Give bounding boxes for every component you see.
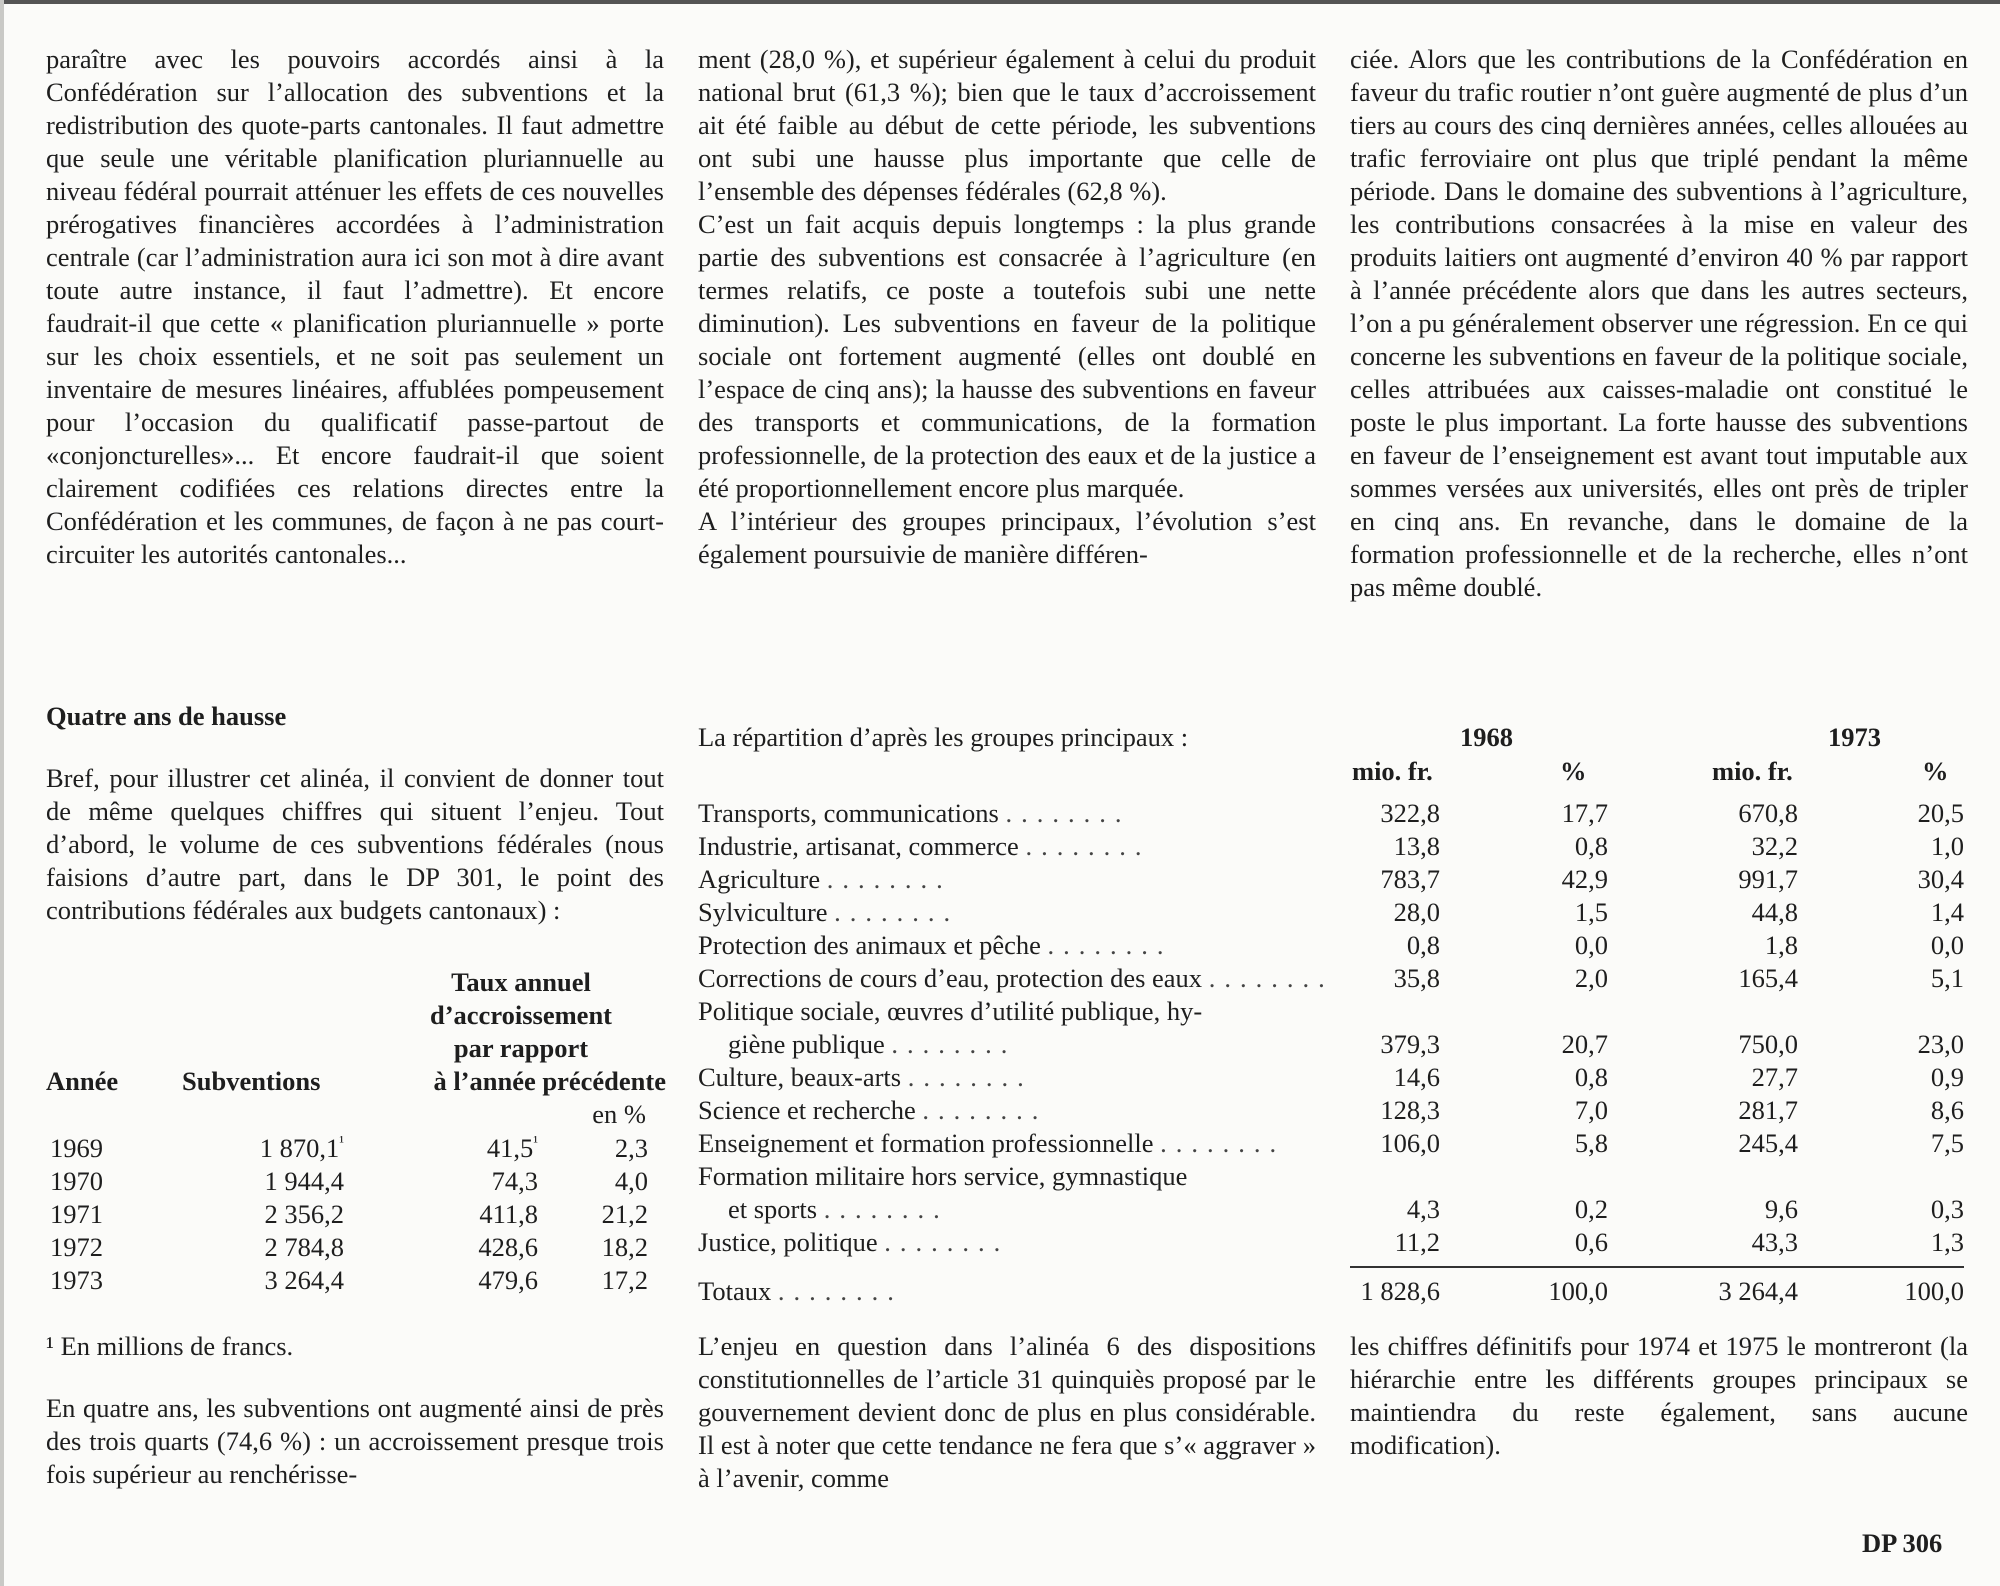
page-number: DP 306 xyxy=(1862,1528,1943,1558)
cell-year: 1972 xyxy=(50,1232,103,1262)
footnote-mark: ¹ xyxy=(46,1331,54,1361)
unit-pct-header: % xyxy=(1560,756,1587,786)
totals-cell: 3 264,4 xyxy=(1718,1276,1798,1306)
table-cell: 28,0 xyxy=(1393,897,1440,927)
column-1-top xyxy=(46,43,664,571)
table-cell: 783,7 xyxy=(1380,864,1440,894)
table-cell: 750,0 xyxy=(1738,1029,1798,1059)
leader-dots: ........ xyxy=(1005,798,1131,828)
table-row-label: Corrections de cours d’eau, protection des eaux ........ xyxy=(698,963,1334,993)
top-border xyxy=(0,0,2000,4)
header-year: Année xyxy=(46,1066,119,1096)
table-row-label: Agriculture ........ xyxy=(698,864,952,894)
paragraph: L’enjeu en question dans l’alinéa 6 des dispositions constitutionnelles de l’article 31 quinquiès proposé par le gouvernement devient donc de plus en plus considérable. Il est à noter que cette tendance ne fera que s’« aggraver » à l’avenir, comme xyxy=(698,1331,1316,1493)
table-row-label: Culture, beaux-arts ........ xyxy=(698,1062,1033,1092)
table-cell: 27,7 xyxy=(1751,1062,1798,1092)
cell-year: 1970 xyxy=(50,1166,103,1196)
cell-year: 1973 xyxy=(50,1265,103,1295)
table-cell: 43,3 xyxy=(1751,1227,1798,1257)
table-cell: 1,4 xyxy=(1930,897,1964,927)
cell-subsidies: 2 356,2 xyxy=(264,1199,344,1229)
cell-percent: 4,0 xyxy=(614,1166,648,1196)
table-cell: 7,0 xyxy=(1574,1095,1608,1125)
paragraph: ciée. Alors que les contributions de la Confédération en faveur du trafic routier n’ont guère augmenté de plus d’un tiers au cours des cinq dernières années, celles allouées au trafic ferroviaire ont plus que triplé pendant la même période. Dans le domaine des subventions à l’agriculture, les contributions consacrées à la mise en valeur des produits laitiers ont augmenté d’environ 40 % par rapport à l’année précédente alors que dans les autres secteurs, l’on a pu généralement observer une régression. En ce qui concerne les subventions en faveur de la politique sociale, celles attribuées aux caisses-maladie ont constitué le poste le plus important. La forte hausse des subventions en faveur de l’enseignement est avant tout imputable aux sommes versées aux universités, elles ont près de tripler en cinq ans. En revanche, dans le domaine de la formation professionnelle et de la recherche, elles n’ont pas même doublé. xyxy=(1350,44,1968,602)
cell-increase: 428,6 xyxy=(478,1232,538,1262)
table-cell: 128,3 xyxy=(1380,1095,1440,1125)
cell-increase: $41,5^{^1}$ xyxy=(486,1133,538,1163)
table-row-label: Formation militaire hors service, gymnastique xyxy=(698,1161,1188,1191)
left-page-edge xyxy=(0,0,4,1586)
table-row xyxy=(46,1132,666,1165)
unit-mio-header: mio. fr. xyxy=(1712,756,1793,786)
unit-pct-header: % xyxy=(1922,756,1949,786)
table-cell: 0,8 xyxy=(1574,1062,1608,1092)
table-cell: 670,8 xyxy=(1738,798,1798,828)
cell-year: 1969 xyxy=(50,1133,103,1163)
paragraph: A l’intérieur des groupes principaux, l’évolution s’est également poursuivie de manière différen- xyxy=(698,506,1316,569)
paragraph: les chiffres définitifs pour 1974 et 1975 le montreront (la hiérarchie entre les différents groupes principaux se maintiendra du reste également, sans aucune modification). xyxy=(1350,1331,1968,1460)
cell-increase: 411,8 xyxy=(479,1199,538,1229)
table-cell: 165,4 xyxy=(1738,963,1798,993)
table-cell: 30,4 xyxy=(1917,864,1964,894)
table-cell: 322,8 xyxy=(1380,798,1440,828)
unit-mio-header: mio. fr. xyxy=(1352,756,1433,786)
table-cell: 14,6 xyxy=(1393,1062,1440,1092)
header-rate-line-4: à l’année précédente xyxy=(433,1066,666,1096)
year-1973-header: 1973 xyxy=(1828,722,1881,752)
footnote xyxy=(46,1330,664,1363)
subsidies-table xyxy=(46,966,666,1297)
table-cell: 245,4 xyxy=(1738,1128,1798,1158)
leader-dots: ........ xyxy=(834,897,960,927)
table-cell: 0,9 xyxy=(1930,1062,1964,1092)
table-cell: 8,6 xyxy=(1930,1095,1964,1125)
leader-dots: ........ xyxy=(777,1276,903,1306)
table-row-label: Politique sociale, œuvres d’utilité publique, hy- xyxy=(698,996,1203,1026)
table-cell: 20,7 xyxy=(1561,1029,1608,1059)
paragraph: paraître avec les pouvoirs accordés ainsi à la Confédération sur l’allocation des subventions et la redistribution des quote-parts cantonales. Il faut admettre que seule une véritable planification pluriannuelle au niveau fédéral pourrait atténuer les effets de ces nouvelles prérogatives financières accordées à l’administration centrale (car l’administration aura ici son mot à dire avant toute autre instance, il faut l’admettre). Et encore faudrait-il que cette « planification pluriannuelle » porte sur les choix essentiels, et ne soit pas seulement un inventaire de mesures linéaires, affublées pompeusement pour l’occasion du qualificatif passe-partout de «conjoncturelles»... Et encore faudrait-il que soient clairement codifiées ces relations directes entre la Confédération et les communes, de façon à ne pas court-circuiter les autorités cantonales... xyxy=(46,44,664,569)
table-row-label: Industrie, artisanat, commerce ........ xyxy=(698,831,1151,861)
cell-increase: 479,6 xyxy=(478,1265,538,1295)
totals-cell: 100,0 xyxy=(1548,1276,1608,1306)
header-rate-line-2: d’accroissement xyxy=(429,1000,613,1030)
leader-dots: ........ xyxy=(1208,963,1334,993)
table-cell: 11,2 xyxy=(1394,1227,1440,1257)
table-cell: 0,0 xyxy=(1574,930,1608,960)
totals-label: Totaux ........ xyxy=(698,1276,903,1306)
table-cell: 2,0 xyxy=(1574,963,1608,993)
leader-dots: ........ xyxy=(884,1227,1010,1257)
table-row xyxy=(46,1198,666,1231)
totals-cell: 100,0 xyxy=(1904,1276,1964,1306)
leader-dots: ........ xyxy=(1160,1128,1286,1158)
table-cell: 106,0 xyxy=(1380,1128,1440,1158)
cell-year: 1971 xyxy=(50,1199,103,1229)
table-cell: 7,5 xyxy=(1930,1128,1964,1158)
table-cell: 4,3 xyxy=(1406,1194,1440,1224)
cell-percent: 18,2 xyxy=(601,1232,648,1262)
table-cell: 17,7 xyxy=(1561,798,1608,828)
cell-percent: 17,2 xyxy=(601,1265,648,1295)
table-cell: 379,3 xyxy=(1380,1029,1440,1059)
table-cell: 9,6 xyxy=(1764,1194,1798,1224)
header-rate-line-1: Taux annuel xyxy=(451,967,591,997)
column-1-bottom xyxy=(46,1330,664,1491)
cell-percent: 2,3 xyxy=(614,1133,648,1163)
table-row-label: Protection des animaux et pêche ........ xyxy=(698,930,1173,960)
table-cell: 13,8 xyxy=(1393,831,1440,861)
column-2-bottom xyxy=(698,1330,1316,1495)
column-2-top xyxy=(698,43,1316,571)
table-row-label: Enseignement et formation professionnelle ........ xyxy=(698,1128,1286,1158)
leader-dots: ........ xyxy=(1025,831,1151,861)
subsidies-table-body xyxy=(46,1132,666,1297)
groups-table-caption: La répartition d’après les groupes principaux : xyxy=(698,722,1189,752)
leader-dots: ........ xyxy=(1047,930,1173,960)
column-3-top xyxy=(1350,43,1968,604)
table-cell: 42,9 xyxy=(1561,864,1608,894)
cell-subsidies: 2 784,8 xyxy=(264,1232,344,1262)
table-cell: 1,8 xyxy=(1764,930,1798,960)
table-row-label: Transports, communications ........ xyxy=(698,798,1131,828)
leader-dots: ........ xyxy=(826,864,952,894)
column-1-section xyxy=(46,700,664,927)
cell-subsidies: 1 944,4 xyxy=(264,1166,344,1196)
table-cell: 0,6 xyxy=(1574,1227,1608,1257)
table-cell: 0,8 xyxy=(1406,930,1440,960)
table-cell: 44,8 xyxy=(1751,897,1798,927)
year-1968-header: 1968 xyxy=(1460,722,1513,752)
table-cell: 23,0 xyxy=(1917,1029,1964,1059)
table-row-label: Sylviculture ........ xyxy=(698,897,960,927)
footnote-text: En millions de francs. xyxy=(60,1331,294,1361)
table-row-label: Science et recherche ........ xyxy=(698,1095,1048,1125)
table-cell: 1,5 xyxy=(1574,897,1608,927)
table-row-label: Justice, politique ........ xyxy=(698,1227,1010,1257)
table-row xyxy=(46,1264,666,1297)
leader-dots: ........ xyxy=(891,1029,1017,1059)
subsidies-table-header xyxy=(46,966,666,1132)
table-cell: 1,0 xyxy=(1930,831,1964,861)
table-cell: 35,8 xyxy=(1393,963,1440,993)
table-row xyxy=(46,1165,666,1198)
header-subsidies: Subventions xyxy=(182,1066,321,1096)
leader-dots: ........ xyxy=(823,1194,949,1224)
table-cell: 0,3 xyxy=(1930,1194,1964,1224)
section-heading: Quatre ans de hausse xyxy=(46,701,287,731)
paragraph: ment (28,0 %), et supérieur également à celui du produit national brut (61,3 %); bien que le taux d’accroissement ait été faible au début de cette période, les subventions ont subi une hausse plus importante que celle de l’ensemble des dépenses fédérales (62,8 %). xyxy=(698,44,1316,206)
table-row xyxy=(46,1231,666,1264)
cell-increase: 74,3 xyxy=(491,1166,538,1196)
paragraph: C’est un fait acquis depuis longtemps : la plus grande partie des subventions est consacrée à l’agriculture (en termes relatifs, ce poste a toutefois subi une nette diminution). Les subventions en faveur de la politique sociale ont fortement augmenté (elles ont doublé en l’espace de cinq ans); la hausse des subventions en faveur des transports et communications, de la formation professionnelle, de la protection des eaux et de la justice a été proportionnellement encore plus marquée. xyxy=(698,209,1316,503)
cell-subsidies: 3 264,4 xyxy=(264,1265,344,1295)
table-cell: 5,1 xyxy=(1930,963,1964,993)
table-cell: 1,3 xyxy=(1930,1227,1964,1257)
table-cell: 32,2 xyxy=(1751,831,1798,861)
cell-subsidies: 1 $870,1^{^1}$ xyxy=(259,1133,344,1163)
paragraph: En quatre ans, les subventions ont augmenté ainsi de près des trois quarts (74,6 %) : un accroissement presque trois fois supérieur au renchérisse- xyxy=(46,1393,664,1489)
table-cell: 20,5 xyxy=(1917,798,1964,828)
column-3-bottom xyxy=(1350,1330,1968,1462)
totals-cell: 1 828,6 xyxy=(1360,1276,1440,1306)
table-row-label-continued: et sports ........ xyxy=(728,1194,949,1224)
leader-dots: ........ xyxy=(907,1062,1033,1092)
header-unit: en % xyxy=(592,1099,646,1129)
totals-rule xyxy=(1350,1266,1964,1268)
table-cell: 991,7 xyxy=(1738,864,1798,894)
table-cell: 0,2 xyxy=(1574,1194,1608,1224)
table-row-label-continued: giène publique ........ xyxy=(728,1029,1017,1059)
table-cell: 281,7 xyxy=(1738,1095,1798,1125)
cell-percent: 21,2 xyxy=(601,1199,648,1229)
leader-dots: ........ xyxy=(922,1095,1048,1125)
table-cell: 5,8 xyxy=(1574,1128,1608,1158)
table-cell: 0,8 xyxy=(1574,831,1608,861)
header-rate-line-3: par rapport xyxy=(453,1033,589,1063)
table-cell: 0,0 xyxy=(1930,930,1964,960)
paragraph: Bref, pour illustrer cet alinéa, il convient de donner tout de même quelques chiffres qui situent l’enjeu. Tout d’abord, le volume de ces subventions fédérales (nous faisions d’autre part, dans le DP 301, le point des contributions fédérales aux budgets cantonaux) : xyxy=(46,763,664,925)
